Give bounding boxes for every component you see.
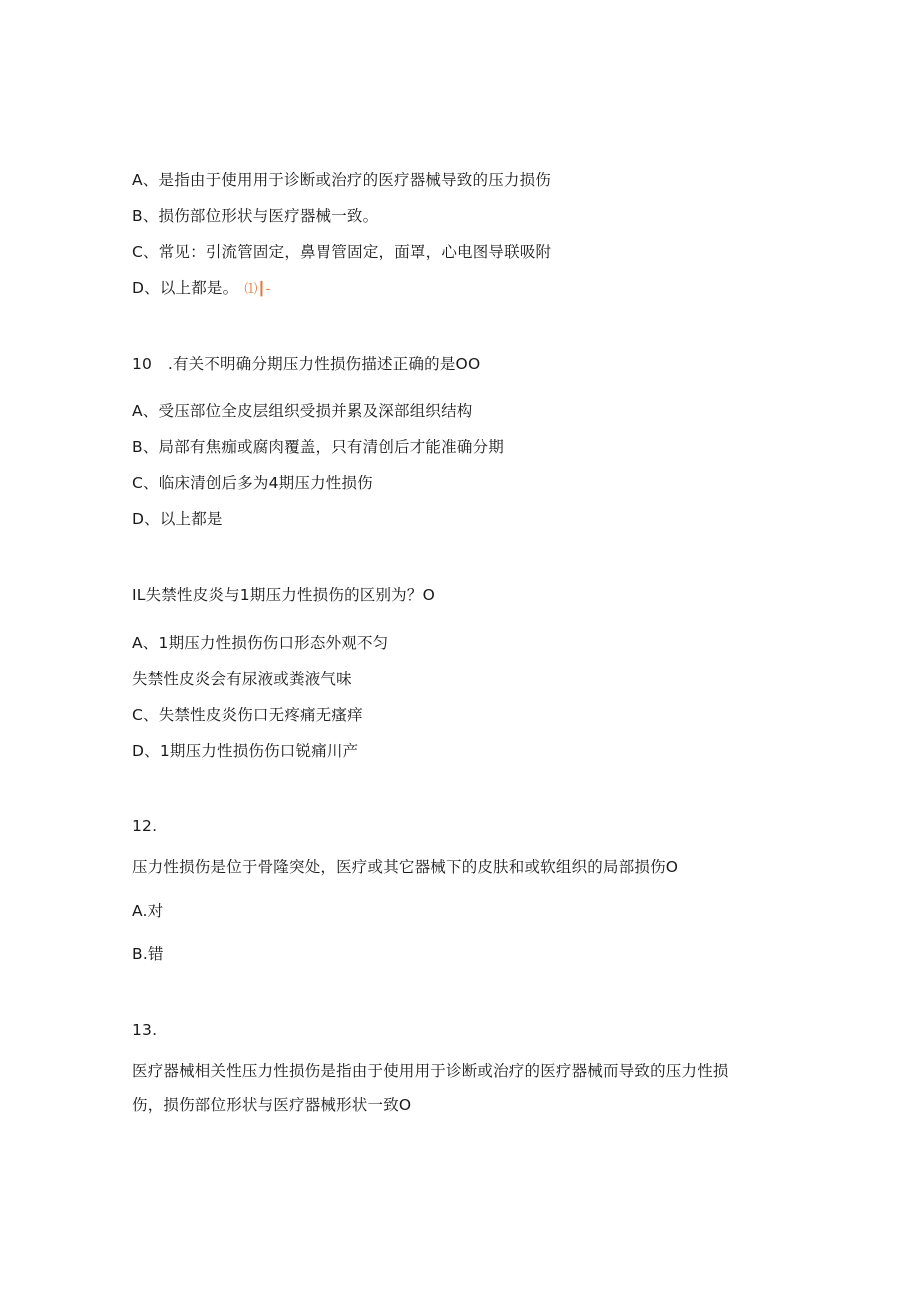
q11-option-a: A、1期压力性损伤伤口形态外观不匀: [132, 634, 389, 652]
q10-option-c: C、临床清创后多为4期压力性损伤: [132, 474, 373, 492]
q9-option-d: [132, 278, 270, 300]
q12-number: 12.: [132, 817, 158, 835]
q11-option-d: D、1期压力性损伤伤口锐痛川产: [132, 742, 359, 760]
q11-option-c: C、失禁性皮炎伤口无疼痛无瘙痒: [132, 706, 363, 724]
handwritten-mark: ⑴┃-: [244, 282, 271, 297]
q9-option-b: B、损伤部位形状与医疗器械一致。: [132, 207, 379, 225]
q10-option-d: D、以上都是: [132, 510, 223, 528]
q12-option-b: B.错: [132, 945, 164, 963]
q9-option-d-text: D、以上都是。: [132, 279, 239, 297]
q9-option-a: A、是指由于使用用于诊断或治疗的医疗器械导致的压力损伤: [132, 171, 552, 189]
q13-stem-line-1: 医疗器械相关性压力性损伤是指由于使用用于诊断或治疗的医疗器械而导致的压力性损: [132, 1062, 729, 1080]
q11-option-b: 失禁性皮炎会有尿液或粪液气味: [132, 670, 352, 688]
q10-option-a: A、受压部位全皮层组织受损并累及深部组织结构: [132, 402, 473, 420]
q9-option-c: C、常见：引流管固定，鼻胃管固定，面罩，心电图导联吸附: [132, 243, 552, 261]
q12-option-a: A.对: [132, 902, 164, 920]
q10-option-b: B、局部有焦痂或腐肉覆盖，只有清创后才能准确分期: [132, 438, 504, 456]
q11-stem: IL失禁性皮炎与1期压力性损伤的区别为？O: [132, 586, 435, 604]
q12-stem: 压力性损伤是位于骨隆突处，医疗或其它器械下的皮肤和或软组织的局部损伤O: [132, 858, 679, 876]
q10-stem: 10 .有关不明确分期压力性损伤描述正确的是OO: [132, 355, 481, 373]
q13-stem-line-2: 伤，损伤部位形状与医疗器械形状一致O: [132, 1096, 412, 1114]
q13-number: 13.: [132, 1021, 158, 1039]
